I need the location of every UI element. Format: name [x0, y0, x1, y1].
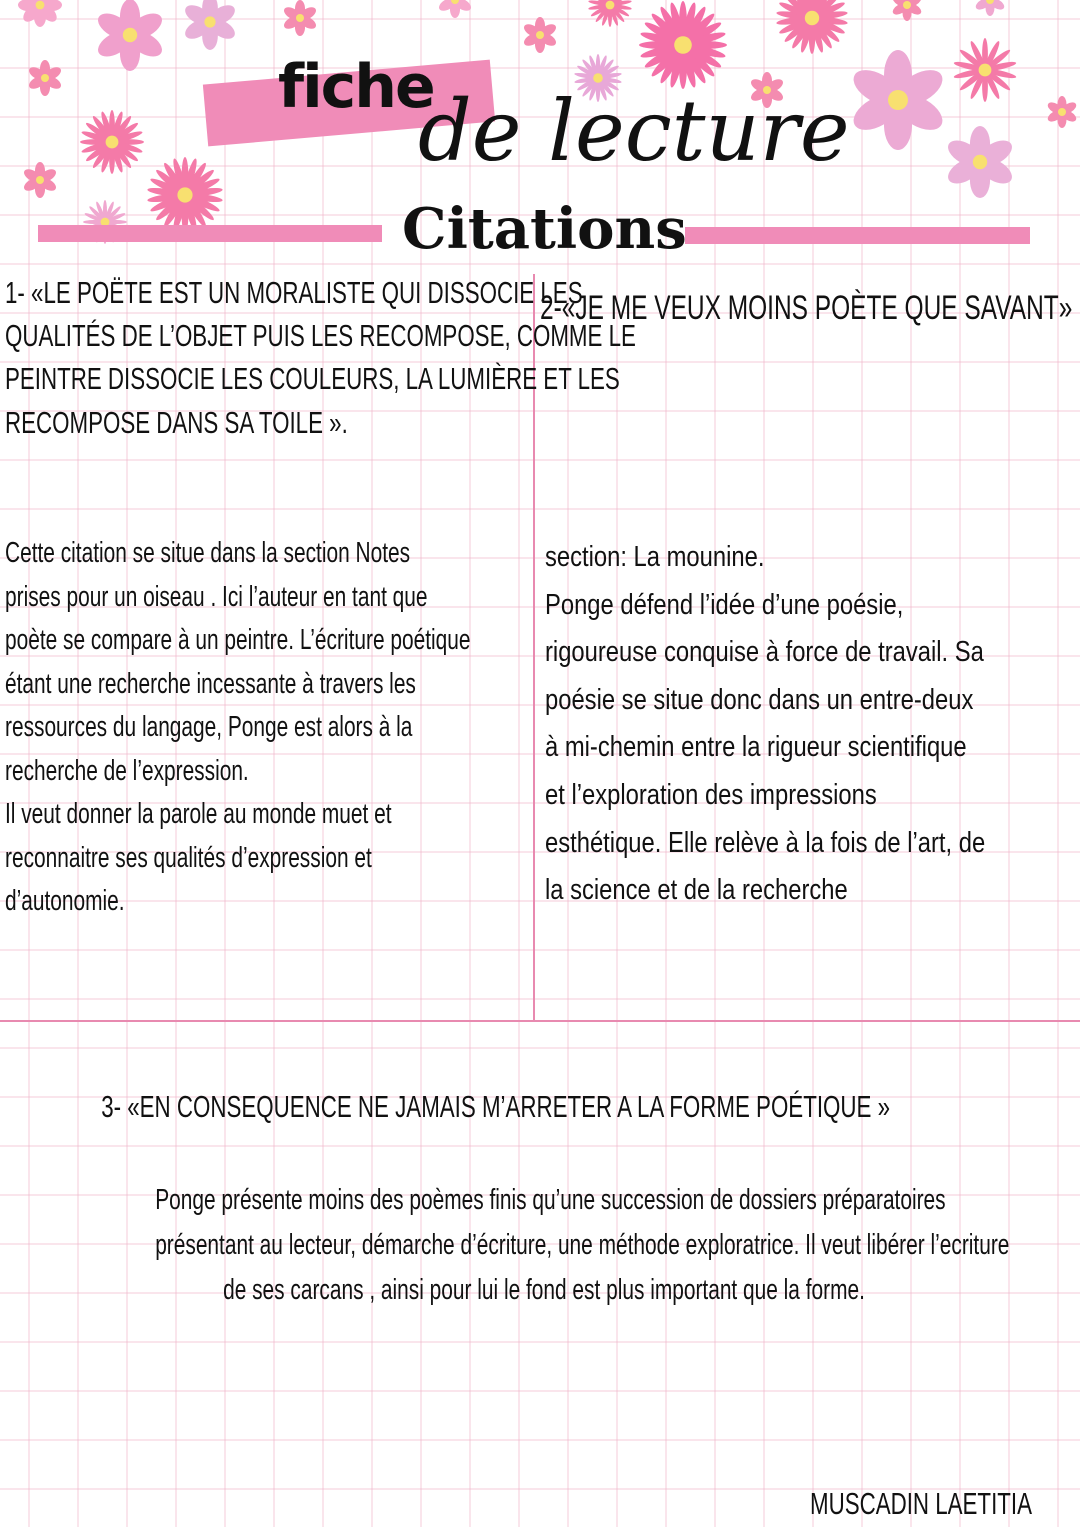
text-line: 1- «LE POËTE EST UN MORALISTE QUI DISSOCIE LES	[5, 275, 583, 310]
text-line: poète se compare à un peintre. L’écriture poétique	[5, 624, 471, 656]
text-line: et l’exploration des impressions	[545, 779, 877, 811]
text-line: esthétique. Elle relève à la fois de l’art, de	[545, 826, 986, 859]
text-line: ressources du langage, Ponge est alors à la	[5, 711, 413, 743]
author-signature: MUSCADIN LAETITIA	[810, 1486, 1032, 1521]
text-line: Il veut donner la parole au monde muet et	[5, 798, 392, 830]
citation-3-quote: 3- «EN CONSEQUENCE NE JAMAIS M’ARRETER A LA FORME POÉTIQUE »	[101, 1089, 891, 1124]
text-line: Cette citation se situe dans la section Notes	[5, 537, 411, 569]
flower-icon	[639, 1, 727, 89]
flower-icon	[1046, 96, 1078, 128]
text-line: recherche de l’expression.	[5, 754, 249, 787]
flower-icon	[182, 0, 238, 50]
flower-icon	[953, 38, 1017, 102]
text-line: la science et de la recherche	[545, 874, 848, 907]
text-line: étant une recherche incessante à travers les	[5, 667, 416, 700]
flower-icon	[848, 50, 949, 150]
flower-icon	[80, 110, 144, 174]
flower-icon	[891, 0, 923, 21]
flower-icon	[22, 162, 58, 198]
text-line: PEINTRE DISSOCIE LES COULEURS, LA LUMIÈRE ET LES	[5, 361, 620, 397]
flower-icon	[437, 0, 473, 18]
flower-icon	[522, 17, 558, 53]
flower-icon	[588, 0, 632, 27]
page-title: Citations	[402, 196, 687, 262]
flower-icon	[974, 0, 1006, 16]
text-line: Ponge présente moins des poèmes finis qu’une succession de dossiers préparatoires	[155, 1184, 946, 1216]
text-line: reconnaitre ses qualités d’expression et	[5, 841, 372, 874]
text-line: rigoureuse conquise à force de travail. Sa	[545, 636, 984, 669]
text-line: poésie se situe donc dans un entre-deux	[545, 683, 974, 716]
flower-icon	[94, 0, 166, 71]
text-line: d’autonomie.	[5, 885, 125, 917]
section-divider	[0, 1020, 1080, 1022]
de-lecture-label: de lecture	[418, 82, 850, 180]
text-line: prises pour un oiseau . Ici l’auteur en tant que	[5, 580, 428, 613]
flower-icon	[147, 157, 223, 233]
text-line: présentant au lecteur, démarche d’écriture, une méthode exploratrice. Il veut libérer l’ecriture	[155, 1229, 1010, 1261]
text-line: QUALITÉS DE L’OBJET PUIS LES RECOMPOSE, COMME LE	[5, 318, 636, 354]
text-line: section: La mounine.	[545, 541, 765, 573]
flower-icon	[27, 60, 63, 96]
text-line: RECOMPOSE DANS SA TOILE ».	[5, 404, 348, 440]
text-line: de ses carcans , ainsi pour lui le fond est plus important que la forme.	[223, 1274, 865, 1306]
fiche-label: fiche	[278, 52, 434, 122]
title-rule-left	[38, 225, 382, 242]
flower-icon	[776, 0, 848, 54]
text-line: à mi-chemin entre la rigueur scientifique	[545, 731, 967, 764]
text-line: Ponge défend l’idée d’une poésie,	[545, 588, 904, 621]
title-rule-right	[685, 227, 1030, 244]
flower-icon	[282, 0, 318, 36]
flower-icon	[944, 126, 1016, 198]
flower-icon	[18, 0, 62, 27]
citation-2-quote: 2-«JE ME VEUX MOINS POÈTE QUE SAVANT»	[540, 289, 1073, 327]
